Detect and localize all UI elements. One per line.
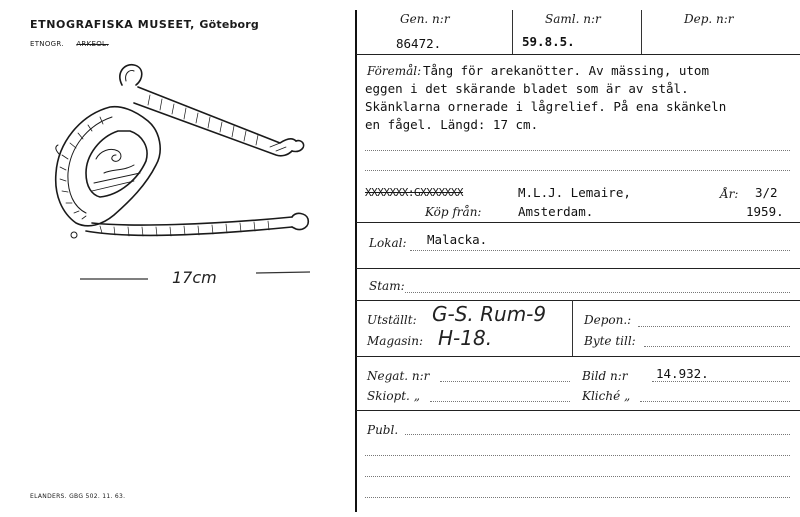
magasin-rule — [356, 356, 800, 357]
lokal-label: Lokal: — [369, 236, 407, 250]
foremal-line-2: eggen i det skärande bladet som är av stål. — [365, 81, 689, 96]
gen-nr-label: Gen. n:r — [400, 12, 450, 26]
stam-dotted — [405, 292, 790, 293]
crossed-out-text: XXXXXXX:GXXXXXXX — [365, 186, 463, 199]
foremal-dotted-2 — [365, 170, 790, 171]
publ-dotted-1 — [405, 434, 790, 435]
ar-label: År: — [720, 187, 739, 201]
header-divider-2 — [641, 10, 642, 54]
publ-label: Publ. — [367, 423, 399, 437]
kliche-label: Kliché „ — [582, 389, 631, 403]
byte-till-label: Byte till: — [584, 334, 636, 348]
utstallt-divider — [572, 300, 573, 356]
foremal-line-4: en fågel. Längd: 17 cm. — [365, 117, 539, 132]
foremal-line-3: Skänklarna ornerade i lågrelief. På ena skänkeln — [365, 99, 727, 114]
lokal-rule — [356, 268, 800, 269]
saml-nr-label: Saml. n:r — [545, 12, 601, 26]
scale-label: 17cm — [172, 268, 217, 287]
ring-shape — [120, 65, 142, 85]
foremal-dotted-1 — [365, 150, 790, 151]
foremal-label: Föremål: — [367, 64, 422, 78]
scale-line-right — [256, 272, 310, 273]
bild-nr-label: Bild n:r — [582, 369, 628, 383]
dep-nr-label: Dep. n:r — [684, 12, 734, 26]
saml-nr-value: 59.8.5. — [522, 34, 575, 49]
bild-dotted — [652, 381, 790, 382]
card-divider — [355, 10, 357, 512]
bild-nr-value: 14.932. — [656, 366, 709, 381]
museum-city: Göteborg — [199, 18, 260, 31]
department-archaeology-struck: ARKEOL. — [76, 40, 109, 48]
foremal-line-1: Tång för arekanötter. Av mässing, utom — [423, 63, 709, 78]
gen-nr-value: 86472. — [396, 36, 442, 51]
publ-dotted-2 — [365, 455, 790, 456]
kop-fran-label: Köp från: — [425, 205, 482, 219]
header-rule — [356, 54, 800, 55]
utstallt-label: Utställt: — [367, 313, 417, 327]
kliche-dotted — [640, 401, 790, 402]
skiopt-rule — [356, 410, 800, 411]
skiopt-label: Skiopt. „ — [367, 389, 420, 403]
kop-fran-value: Amsterdam. — [518, 204, 594, 219]
stam-label: Stam: — [369, 279, 405, 293]
magasin-label: Magasin: — [367, 334, 424, 348]
lokal-dotted — [410, 250, 790, 251]
department-ethnography: ETNOGR. — [30, 40, 64, 48]
department-line — [30, 40, 109, 48]
stam-rule — [356, 300, 800, 301]
magasin-value: H-18. — [438, 326, 493, 350]
skiopt-dotted — [430, 401, 570, 402]
lokal-value: Malacka. — [427, 232, 488, 247]
purchase-rule — [356, 222, 800, 223]
negat-nr-label: Negat. n:r — [367, 369, 430, 383]
printer-imprint: ELANDERS. GBG 502. 11. 63. — [30, 493, 126, 500]
seller-value: M.L.J. Lemaire, — [518, 185, 631, 200]
depon-dotted — [638, 326, 790, 327]
negat-dotted — [440, 381, 570, 382]
byte-till-dotted — [644, 346, 790, 347]
ar-value: 3/2 — [755, 185, 778, 200]
nutcracker-drawing — [30, 55, 330, 295]
utstallt-value: G-S. Rum-9 — [432, 302, 547, 326]
museum-name: ETNOGRAFISKA MUSEET, — [30, 18, 195, 31]
year-value: 1959. — [746, 204, 784, 219]
header-divider-1 — [512, 10, 513, 54]
publ-dotted-3 — [365, 476, 790, 477]
depon-label: Depon.: — [584, 313, 632, 327]
publ-dotted-4 — [365, 497, 790, 498]
museum-header — [30, 18, 259, 31]
